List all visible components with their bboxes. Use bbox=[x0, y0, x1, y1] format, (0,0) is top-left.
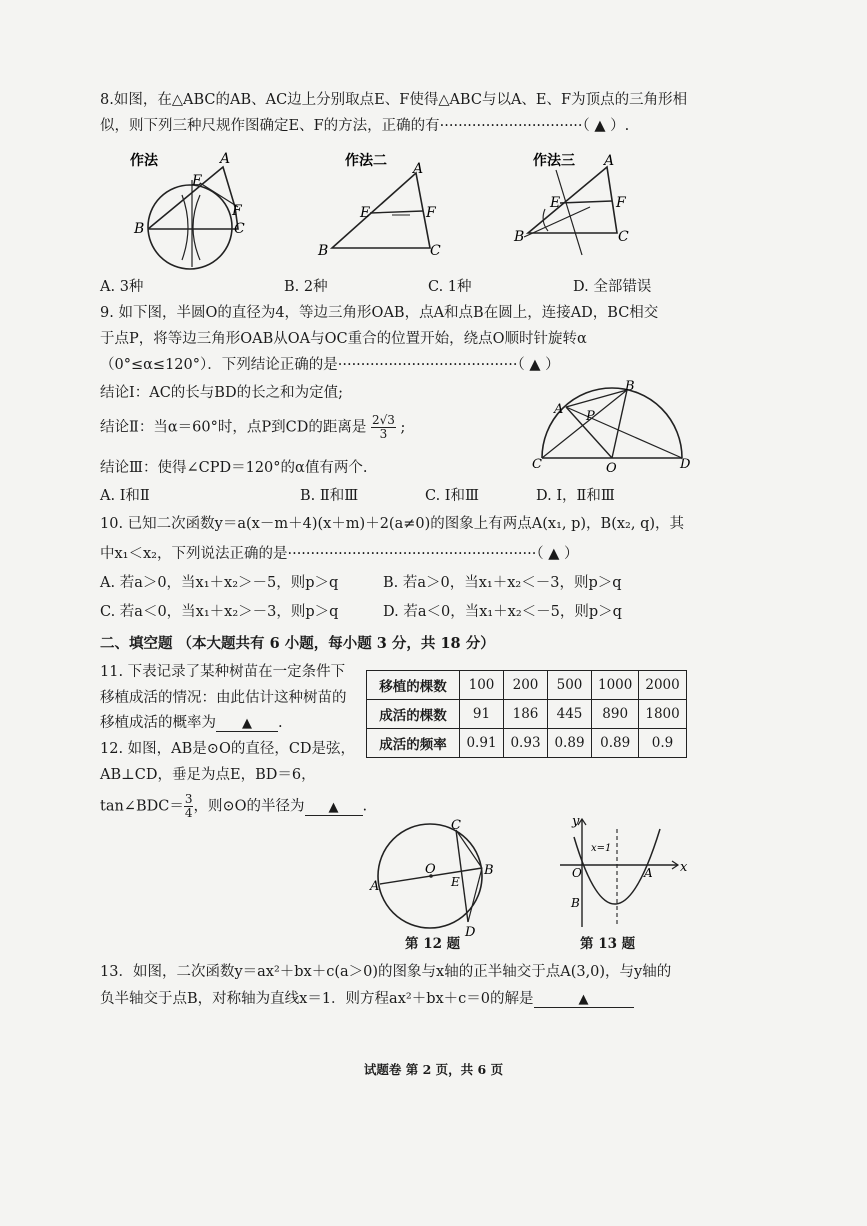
q9-fraction-den: 3 bbox=[379, 427, 388, 441]
table-cell: 91 bbox=[460, 700, 504, 729]
q12-bd bbox=[468, 868, 482, 922]
q12-fraction-num: 3 bbox=[184, 792, 193, 806]
q12-line3-mid: ，则⊙O的半径为 bbox=[193, 798, 305, 815]
q8-fig1-label-c: C bbox=[234, 221, 245, 237]
q12-period: . bbox=[362, 798, 368, 815]
q10-option-a: A. 若a＞0，当x₁＋x₂＞－5，则p＞q bbox=[100, 575, 339, 591]
q12-line1: 12. 如图，AB是⊙O的直径，CD是弦， bbox=[100, 741, 356, 757]
q8-stem-line1: 8.如图，在△ABC的AB、AC边上分别取点E、F使得△ABC与以A、E、F为顶点的三角形相 bbox=[100, 92, 688, 108]
q13-caption: 第 13 题 bbox=[580, 936, 636, 952]
q13-answer-blank[interactable] bbox=[534, 991, 634, 1008]
table-row bbox=[367, 700, 687, 729]
q13-line2-text: 负半轴交于点B，对称轴为直线x＝1．则方程ax²＋bx＋c＝0的解是 bbox=[100, 991, 534, 1007]
q10-option-b: B. 若a＞0，当x₁＋x₂＜－3，则p＞q bbox=[383, 575, 622, 591]
q13-label-a: A bbox=[644, 866, 653, 880]
q8-fig3-label-e: E bbox=[550, 195, 561, 211]
q8-figures bbox=[120, 145, 680, 275]
q12-line3 bbox=[100, 793, 367, 820]
q9-label-d: D bbox=[680, 457, 691, 472]
q9-option-d: D. Ⅰ，Ⅱ和Ⅲ bbox=[536, 488, 615, 504]
table-header-cell: 成活的频率 bbox=[367, 729, 460, 758]
q9-option-a: A. Ⅰ和Ⅱ bbox=[100, 488, 150, 504]
q12-label-d: D bbox=[465, 925, 476, 940]
q12-label-c: C bbox=[451, 818, 461, 833]
table-cell: 0.91 bbox=[460, 729, 504, 758]
q13-label-o: O bbox=[572, 866, 582, 880]
q9-label-o: O bbox=[606, 461, 617, 476]
table-cell: 186 bbox=[504, 700, 548, 729]
q8-fig1-label-a: A bbox=[220, 151, 231, 167]
q8-fig2-label-e: E bbox=[360, 205, 371, 221]
q8-option-d: D. 全部错误 bbox=[573, 279, 652, 295]
q12-figure bbox=[368, 818, 498, 948]
q13-label-b: B bbox=[571, 896, 580, 910]
q9-conclusion-2-end: ; bbox=[400, 419, 406, 436]
table-cell: 200 bbox=[504, 671, 548, 700]
q9-figure bbox=[530, 378, 700, 478]
q12-label-e: E bbox=[451, 875, 460, 889]
q8-fig2-triangle bbox=[332, 173, 430, 248]
q9-fraction-num: 2√3 bbox=[371, 413, 395, 427]
q8-option-a: A. 3种 bbox=[100, 279, 144, 295]
answer-mark-icon: ▲ bbox=[242, 716, 252, 731]
q9-option-b: B. Ⅱ和Ⅲ bbox=[300, 488, 359, 504]
answer-mark-icon: ▲ bbox=[578, 992, 589, 1007]
q11-answer-blank[interactable] bbox=[216, 715, 278, 732]
section-2-heading: 二、填空题 （本大题共有 6 小题，每小题 3 分，共 18 分） bbox=[100, 635, 495, 652]
table-cell: 445 bbox=[548, 700, 592, 729]
q13-label-x: x bbox=[680, 860, 688, 875]
q8-fig3-ef bbox=[560, 201, 612, 203]
q13-line1: 13．如图，二次函数y＝ax²＋bx＋c(a＞0)的图象与x轴的正半轴交于点A(3,0)，与y轴的 bbox=[100, 964, 672, 980]
table-cell: 0.93 bbox=[504, 729, 548, 758]
q9-conclusion-2-text: 结论Ⅱ：当α＝60°时，点P到CD的距离是 bbox=[100, 419, 367, 436]
q9-option-c: C. Ⅰ和Ⅲ bbox=[425, 488, 480, 504]
q9-label-p: P bbox=[586, 409, 595, 424]
table-cell: 500 bbox=[548, 671, 592, 700]
q9-semicircle bbox=[542, 388, 682, 458]
table-cell: 1800 bbox=[639, 700, 686, 729]
q13-axis-label: x=1 bbox=[591, 843, 612, 854]
q9-stem-line2: 于点P，将等边三角形OAB从OA与OC重合的位置开始，绕点O顺时针旋转α bbox=[100, 331, 587, 347]
q12-fraction-den: 4 bbox=[184, 806, 193, 820]
q9-stem-line3: （0°≤α≤120°）．下列结论正确的是·······································（ ▲ ） bbox=[100, 357, 560, 373]
q8-fig3-label-c: C bbox=[618, 229, 629, 245]
q11-line1: 11. 下表记录了某种树苗在一定条件下 bbox=[100, 664, 346, 680]
q8-fig1-arc2 bbox=[193, 195, 200, 260]
table-cell: 890 bbox=[592, 700, 639, 729]
q12-label-b: B bbox=[484, 863, 494, 878]
answer-mark-icon: ▲ bbox=[328, 799, 339, 815]
q8-fig3-label-b: B bbox=[514, 229, 525, 245]
q9-label-a: A bbox=[554, 402, 564, 417]
q10-stem-line2: 中x₁＜x₂，下列说法正确的是······················································（ ▲ ） bbox=[100, 546, 579, 562]
q8-fig1-label-e: E bbox=[192, 173, 203, 189]
q9-conclusion-2-fraction bbox=[371, 414, 396, 441]
q12-line3-text: tan∠BDC＝ bbox=[100, 798, 184, 815]
q10-stem-line1: 10. 已知二次函数y＝a(x－m＋4)(x＋m)＋2(a≠0)的图象上有两点A(x₁, p)，B(x₂, q)，其 bbox=[100, 516, 685, 532]
q13-line2 bbox=[100, 987, 634, 1008]
q11-line3-text: 移植成活的概率为 bbox=[100, 715, 216, 731]
q8-fig1-label-b: B bbox=[134, 221, 145, 237]
q9-conclusion-2 bbox=[100, 414, 405, 441]
q8-option-b: B. 2种 bbox=[284, 279, 328, 295]
q8-fig2-title: 作法二 bbox=[345, 153, 387, 169]
q8-fig2-label-a: A bbox=[413, 161, 424, 177]
q8-stem-line2: 似，则下列三种尺规作图确定E、F的方法，正确的有·······························（ ▲ ）. bbox=[100, 118, 630, 134]
q12-line2: AB⊥CD，垂足为点E，BD＝6， bbox=[100, 767, 316, 783]
q8-fig1-label-f: F bbox=[232, 203, 242, 219]
q13-label-y: y bbox=[572, 815, 580, 829]
q10-option-d: D. 若a＜0，当x₁＋x₂＜－5，则p＞q bbox=[383, 604, 622, 620]
q9-label-b: B bbox=[625, 379, 635, 394]
q9-conclusion-1: 结论Ⅰ：AC的长与BD的长之和为定值; bbox=[100, 385, 343, 401]
q12-answer-blank[interactable] bbox=[305, 799, 363, 816]
table-cell: 2000 bbox=[639, 671, 686, 700]
table-cell: 1000 bbox=[592, 671, 639, 700]
q8-option-c: C. 1种 bbox=[428, 279, 472, 295]
table-row bbox=[367, 729, 687, 758]
q8-fig1-arc1 bbox=[182, 195, 188, 260]
page-footer: 试题卷 第 2 页，共 6 页 bbox=[363, 1062, 504, 1077]
q8-fig2-label-f: F bbox=[426, 205, 436, 221]
table-cell: 0.9 bbox=[639, 729, 686, 758]
q12-label-a: A bbox=[370, 879, 380, 894]
q13-figure bbox=[560, 815, 690, 930]
q8-fig2-label-c: C bbox=[430, 243, 441, 259]
q8-fig2-label-b: B bbox=[318, 243, 329, 259]
q9-conclusion-3: 结论Ⅲ：使得∠CPD＝120°的α值有两个. bbox=[100, 460, 368, 476]
q11-line3 bbox=[100, 711, 283, 732]
table-cell: 0.89 bbox=[548, 729, 592, 758]
q9-ad bbox=[566, 407, 682, 458]
q9-stem-line1: 9. 如下图，半圆O的直径为4，等边三角形OAB，点A和点B在圆上，连接AD，BC相交 bbox=[100, 305, 659, 321]
q11-table bbox=[366, 670, 687, 758]
table-header-cell: 成活的棵数 bbox=[367, 700, 460, 729]
q8-fig1-title: 作法 bbox=[130, 153, 158, 169]
q12-caption: 第 12 题 bbox=[405, 936, 461, 952]
table-cell: 100 bbox=[460, 671, 504, 700]
table-cell: 0.89 bbox=[592, 729, 639, 758]
q11-period: . bbox=[278, 715, 283, 731]
q11-line2: 移植成活的情况：由此估计这种树苗的 bbox=[100, 690, 347, 706]
q10-option-c: C. 若a＜0，当x₁＋x₂＞－3，则p＞q bbox=[100, 604, 339, 620]
q8-fig2-ef bbox=[370, 211, 423, 213]
table-row bbox=[367, 671, 687, 700]
table-header-cell: 移植的棵数 bbox=[367, 671, 460, 700]
q8-fig3-label-a: A bbox=[604, 153, 615, 169]
q8-fig3-label-f: F bbox=[616, 195, 626, 211]
q8-fig3-title: 作法三 bbox=[533, 153, 575, 169]
q8-fig1-circle bbox=[148, 185, 232, 269]
q12-label-o: O bbox=[425, 862, 436, 877]
q9-label-c: C bbox=[532, 457, 542, 472]
